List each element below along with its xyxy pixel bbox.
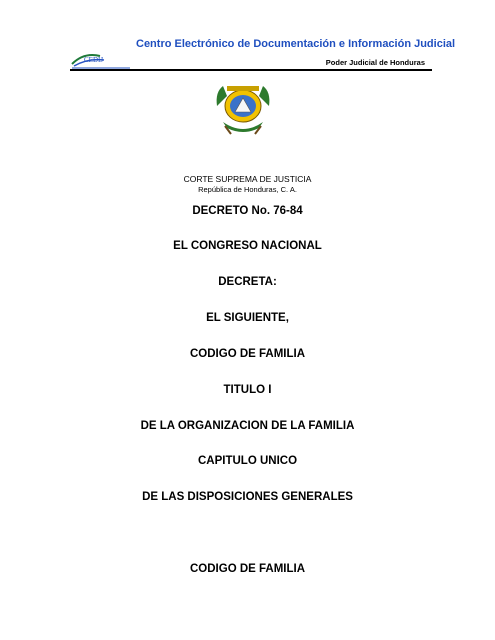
organization-heading: DE LA ORGANIZACION DE LA FAMILIA [140, 420, 355, 432]
svg-text:CEDIJ: CEDIJ [84, 56, 104, 64]
header-divider [70, 69, 432, 71]
header-subtitle: Poder Judicial de Honduras [325, 58, 425, 67]
cedij-logo-icon [70, 48, 132, 70]
decreta-heading: DECRETA: [218, 276, 277, 288]
congress-heading: EL CONGRESO NACIONAL [173, 240, 322, 252]
siguiente-heading: EL SIGUIENTE, [206, 312, 289, 324]
header-title: Centro Electrónico de Documentación e Información Judicial [136, 38, 456, 50]
court-country: República de Honduras, C. A. [198, 185, 297, 194]
code-title: CODIGO DE FAMILIA [190, 348, 305, 360]
provisions-heading: DE LAS DISPOSICIONES GENERALES [142, 491, 353, 503]
court-name: CORTE SUPREMA DE JUSTICIA [183, 174, 312, 184]
chapter-heading: CAPITULO UNICO [197, 455, 298, 467]
honduras-coat-of-arms-icon [213, 82, 273, 136]
decree-number: DECRETO No. 76-84 [192, 205, 303, 217]
code-title-repeat: CODIGO DE FAMILIA [190, 563, 305, 575]
title-heading: TITULO I [223, 384, 272, 396]
